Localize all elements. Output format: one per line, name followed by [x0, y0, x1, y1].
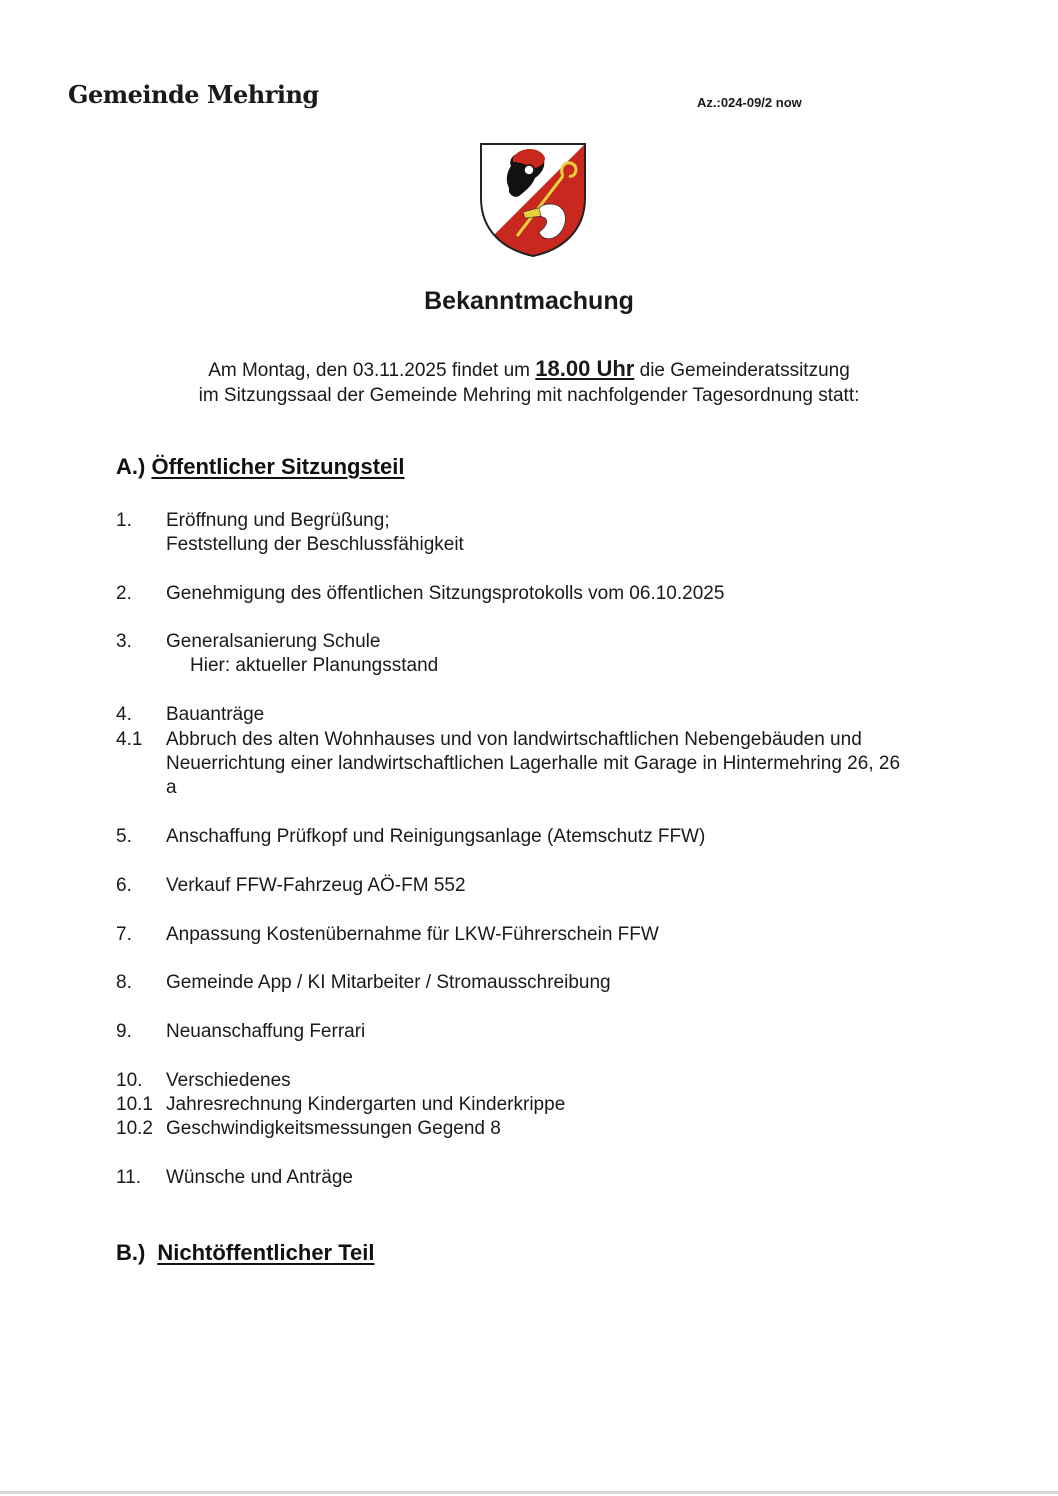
agenda-item-text: Gemeinde App / KI Mitarbeiter / Stromausschreibung	[166, 972, 611, 993]
agenda-item-number: 2.	[116, 583, 132, 604]
agenda-item-text: Abbruch des alten Wohnhauses und von landwirtschaftlichen Nebengebäuden und	[166, 729, 862, 750]
section-b-prefix: B.)	[116, 1240, 146, 1265]
reference-number: Az.:024-09/2 now	[697, 95, 802, 110]
organization-name: Gemeinde Mehring	[68, 80, 319, 109]
section-b-title: Nichtöffentlicher Teil	[157, 1240, 375, 1265]
agenda-item-text: Neuerrichtung einer landwirtschaftlichen Lagerhalle mit Garage in Hintermehring 26, 26	[166, 753, 901, 774]
agenda-item-number: 1.	[116, 510, 132, 531]
intro-part-1: Am Montag, den 03.11.2025 findet um	[208, 360, 536, 381]
section-a-heading	[116, 454, 404, 480]
agenda-item	[116, 582, 1016, 606]
agenda-item-text: Feststellung der Beschlussfähigkeit	[166, 534, 464, 555]
agenda-item-text: Generalsanierung Schule	[166, 631, 381, 652]
agenda-item-number: 3.	[116, 631, 132, 652]
intro-line-2: im Sitzungssaal der Gemeinde Mehring mit nachfolgender Tagesordnung statt:	[198, 385, 860, 406]
section-a-title: Öffentlicher Sitzungsteil	[151, 454, 405, 479]
agenda-item	[116, 874, 1016, 898]
agenda-item	[116, 1166, 1016, 1190]
intro-line-1	[0, 356, 1058, 383]
agenda-item-text: a	[166, 777, 177, 798]
agenda-item	[116, 1093, 1016, 1117]
intro-text	[0, 356, 1058, 408]
agenda-item-number: 10.	[116, 1070, 143, 1091]
page-title: Bekanntmachung	[424, 287, 634, 315]
agenda-item-number: 11.	[116, 1167, 142, 1188]
crest-earring	[524, 165, 534, 175]
scan-edge-divider	[0, 1491, 1058, 1494]
agenda-item-text: Wünsche und Anträge	[166, 1167, 353, 1188]
agenda-item	[116, 509, 1016, 557]
agenda-item-number: 4.1	[116, 729, 143, 750]
agenda-item-number: 8.	[116, 972, 132, 993]
agenda-item-text: Verschiedenes	[166, 1070, 291, 1091]
agenda-item-text: Bauanträge	[166, 704, 265, 725]
agenda-item	[116, 923, 1016, 947]
agenda-item	[116, 1069, 1016, 1093]
agenda-item	[116, 971, 1016, 995]
agenda-item-text: Verkauf FFW-Fahrzeug AÖ-FM 552	[166, 875, 466, 896]
section-b-heading	[116, 1240, 375, 1266]
agenda-item-number: 10.1	[116, 1094, 153, 1115]
agenda-item-text: Neuanschaffung Ferrari	[166, 1021, 366, 1042]
agenda-item-number: 5.	[116, 826, 132, 847]
agenda-item	[116, 1117, 1016, 1141]
agenda-item-number: 4.	[116, 704, 132, 725]
agenda-item	[116, 703, 1016, 727]
meeting-time: 18.00 Uhr	[535, 356, 635, 381]
agenda-item	[116, 728, 1016, 800]
agenda-item	[116, 825, 1016, 849]
agenda-item-text: Eröffnung und Begrüßung;	[166, 510, 390, 531]
intro-part-2: die Gemeinderatssitzung	[634, 360, 850, 381]
agenda-item-number: 6.	[116, 875, 132, 896]
agenda-item-text: Jahresrechnung Kindergarten und Kinderkrippe	[166, 1094, 566, 1115]
agenda-item	[116, 630, 1016, 678]
agenda-item-text: Anpassung Kostenübernahme für LKW-Führerschein FFW	[166, 924, 659, 945]
agenda-item-number: 10.2	[116, 1118, 153, 1139]
section-a-prefix: A.)	[116, 454, 146, 479]
agenda-item	[116, 1020, 1016, 1044]
coat-of-arms-icon	[479, 140, 587, 258]
agenda-item-number: 9.	[116, 1021, 132, 1042]
agenda-item-text: Anschaffung Prüfkopf und Reinigungsanlage (Atemschutz FFW)	[166, 826, 706, 847]
agenda-item-text: Geschwindigkeitsmessungen Gegend 8	[166, 1118, 501, 1139]
agenda-item-subtext: Hier: aktueller Planungsstand	[190, 655, 439, 676]
agenda-item-text: Genehmigung des öffentlichen Sitzungsprotokolls vom 06.10.2025	[166, 583, 725, 604]
agenda-item-number: 7.	[116, 924, 132, 945]
